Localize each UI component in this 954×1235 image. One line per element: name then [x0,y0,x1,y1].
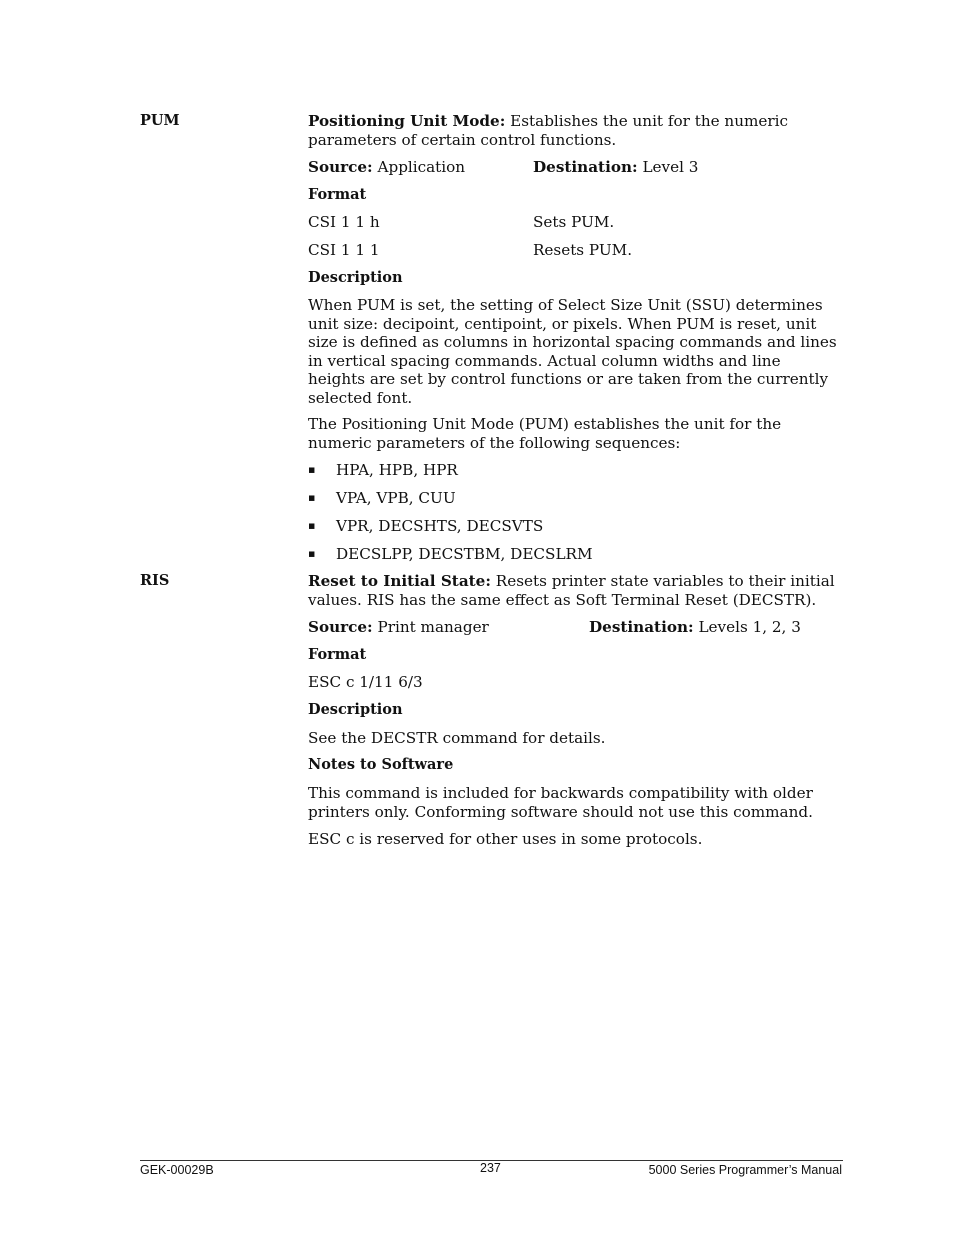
term-pum: PUM [140,112,180,129]
pum-title: Positioning Unit Mode: [308,112,506,130]
ris-title: Reset to Initial State: [308,572,491,590]
ris-source [308,618,489,636]
ris-format-heading: Format [308,646,367,663]
pum-format-desc-1: Sets PUM. [533,213,615,231]
pum-source-label: Source: [308,158,373,176]
ris-destination [589,618,801,636]
bullet-marker: ▪ [308,463,316,476]
footer-doc-id: GEK-00029B [140,1163,214,1177]
pum-dest-label: Destination: [533,158,638,176]
pum-title-desc: Establishes the unit for the numeric parameters of certain control functions. [308,112,788,149]
pum-description-p2: The Positioning Unit Mode (PUM) establishes the unit for the numeric parameters of the following sequences: [308,415,782,452]
pum-source [308,158,465,176]
ris-dest-value: Levels 1, 2, 3 [698,618,801,636]
pum-format-heading: Format [308,186,367,203]
ris-source-value: Print manager [377,618,489,636]
ris-dest-label: Destination: [589,618,694,636]
ris-description-text: See the DECSTR command for details. [308,729,606,747]
pum-source-value: Application [377,158,466,176]
pum-bullet-3: VPR, DECSHTS, DECSVTS [336,517,544,535]
pum-destination [533,158,698,176]
pum-title-paragraph [308,112,842,149]
ris-notes-p2: ESC c is reserved for other uses in some protocols. [308,830,703,848]
term-ris: RIS [140,572,170,589]
footer-page-number: 237 [480,1161,501,1175]
pum-format-code-2: CSI 1 1 1 [308,241,380,259]
pum-bullet-4: DECSLPP, DECSTBM, DECSLRM [336,545,593,563]
pum-dest-value: Level 3 [642,158,699,176]
ris-title-desc: Resets printer state variables to their initial values. RIS has the same effect as Soft Terminal Reset (DECSTR). [308,572,835,609]
ris-format-code: ESC c 1/11 6/3 [308,673,423,691]
bullet-marker: ▪ [308,519,316,532]
pum-format-desc-2: Resets PUM. [533,241,633,259]
ris-notes-p1: This command is included for backwards compatibility with older printers only. Conforming software should not use this command. [308,784,813,821]
pum-bullet-2: VPA, VPB, CUU [336,489,456,507]
pum-format-code-1: CSI 1 1 h [308,213,380,231]
pum-description-p1: When PUM is set, the setting of Select Size Unit (SSU) determines unit size: decipoint, centipoint, or pixels. When PUM is reset, unit size is defined as columns in horizontal spacing commands and lines in vertical spacing commands. Actual column widths and line heights are set by control functions or are taken from the currently selected font. [308,296,837,407]
pum-description-heading: Description [308,269,403,286]
ris-notes-heading: Notes to Software [308,756,454,773]
ris-description-heading: Description [308,701,403,718]
ris-source-label: Source: [308,618,373,636]
bullet-marker: ▪ [308,491,316,504]
ris-title-paragraph [308,572,842,609]
bullet-marker: ▪ [308,547,316,560]
pum-bullet-1: HPA, HPB, HPR [336,461,458,479]
footer-manual-title: 5000 Series Programmer’s Manual [648,1163,842,1177]
